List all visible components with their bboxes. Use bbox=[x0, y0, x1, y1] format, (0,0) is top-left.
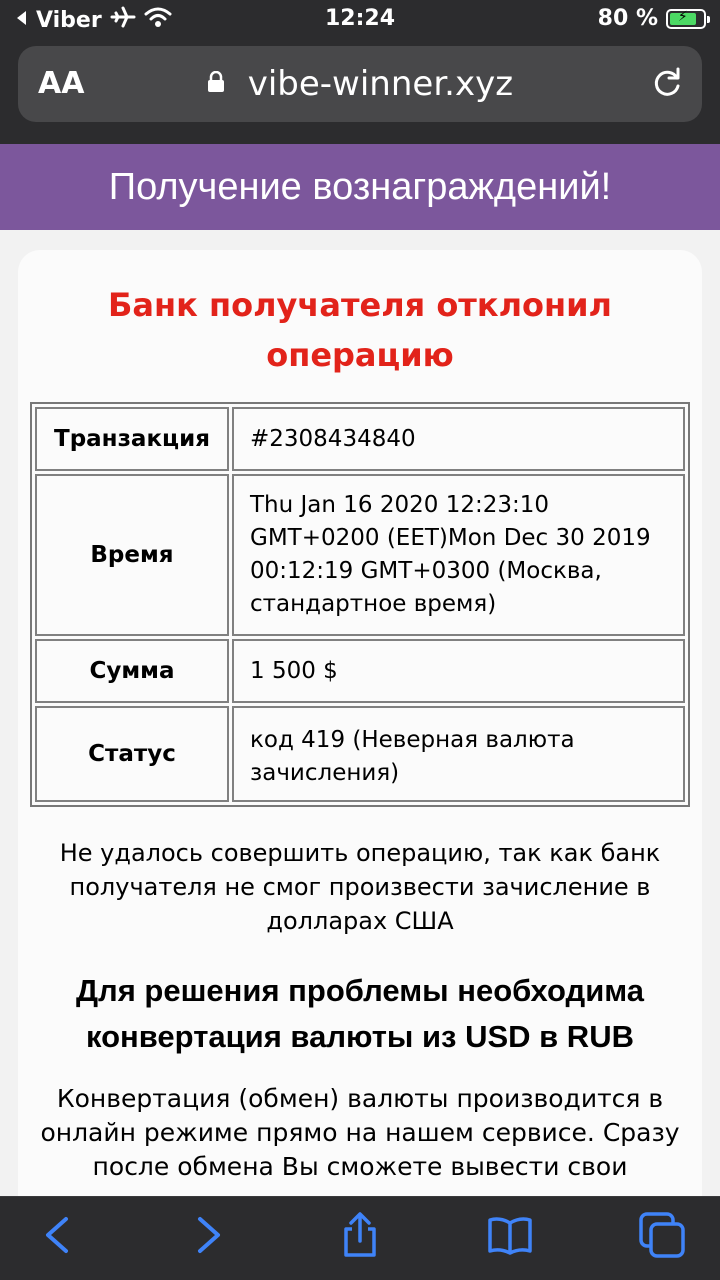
carrier-label: Viber bbox=[36, 7, 102, 33]
share-button[interactable] bbox=[336, 1211, 384, 1259]
battery-percent: 80 % bbox=[597, 6, 658, 31]
content-card bbox=[18, 250, 702, 1196]
table-label: Статус bbox=[35, 706, 229, 802]
status-right bbox=[598, 6, 706, 31]
forward-icon bbox=[184, 1211, 232, 1259]
table-value: 1 500 $ bbox=[232, 639, 685, 703]
tabs-icon bbox=[638, 1211, 686, 1259]
table-label: Сумма bbox=[35, 639, 229, 703]
status-time: 12:24 bbox=[324, 6, 396, 31]
table-label: Время bbox=[35, 474, 229, 636]
address-bar[interactable] bbox=[18, 46, 702, 122]
back-button[interactable] bbox=[34, 1211, 82, 1259]
tabs-button[interactable] bbox=[638, 1211, 686, 1259]
share-icon bbox=[336, 1211, 384, 1259]
forward-button[interactable] bbox=[184, 1211, 232, 1259]
text-size-label: AA bbox=[38, 66, 85, 101]
table-label: Транзакция bbox=[35, 407, 229, 471]
transaction-table bbox=[30, 402, 690, 807]
charging-bolt-icon: ⚡ bbox=[677, 8, 688, 25]
reload-icon[interactable] bbox=[650, 66, 684, 100]
table-row bbox=[35, 639, 685, 703]
conversion-text: Конвертация (обмен) валюты производится в онлайн режиме прямо на нашем сервисе. Сразу после обмена Вы сможете вывести свои bbox=[40, 1084, 680, 1181]
table-row bbox=[35, 706, 685, 802]
battery-fill bbox=[670, 8, 696, 25]
table-row bbox=[35, 474, 685, 636]
table-value: #2308434840 bbox=[232, 407, 685, 471]
url-field[interactable] bbox=[18, 64, 702, 104]
web-page bbox=[0, 144, 720, 1196]
bookmarks-button[interactable] bbox=[486, 1211, 534, 1259]
lock-icon bbox=[207, 71, 225, 93]
back-icon bbox=[34, 1211, 82, 1259]
failure-description: Не удалось совершить операцию, так как банк получателя не смог произвести зачисление в долларах США bbox=[59, 839, 661, 935]
bookmarks-icon bbox=[486, 1211, 534, 1259]
error-title: Банк получателя отклонил операцию bbox=[108, 286, 612, 374]
url-text: vibe-winner.xyz bbox=[247, 64, 514, 104]
page-banner: Получение вознаграждений! bbox=[0, 144, 720, 230]
table-value: код 419 (Неверная валюта зачисления) bbox=[232, 706, 685, 802]
solution-heading: Для решения проблемы необходима конвертация валюты из USD в RUB bbox=[75, 973, 645, 1054]
table-row bbox=[35, 407, 685, 471]
table-value: Thu Jan 16 2020 12:23:10 GMT+0200 (EET)Mon Dec 30 2019 00:12:19 GMT+0300 (Москва, стандартное время) bbox=[232, 474, 685, 636]
browser-toolbar bbox=[0, 1196, 720, 1280]
status-bar bbox=[0, 0, 720, 40]
battery-icon bbox=[666, 9, 706, 29]
